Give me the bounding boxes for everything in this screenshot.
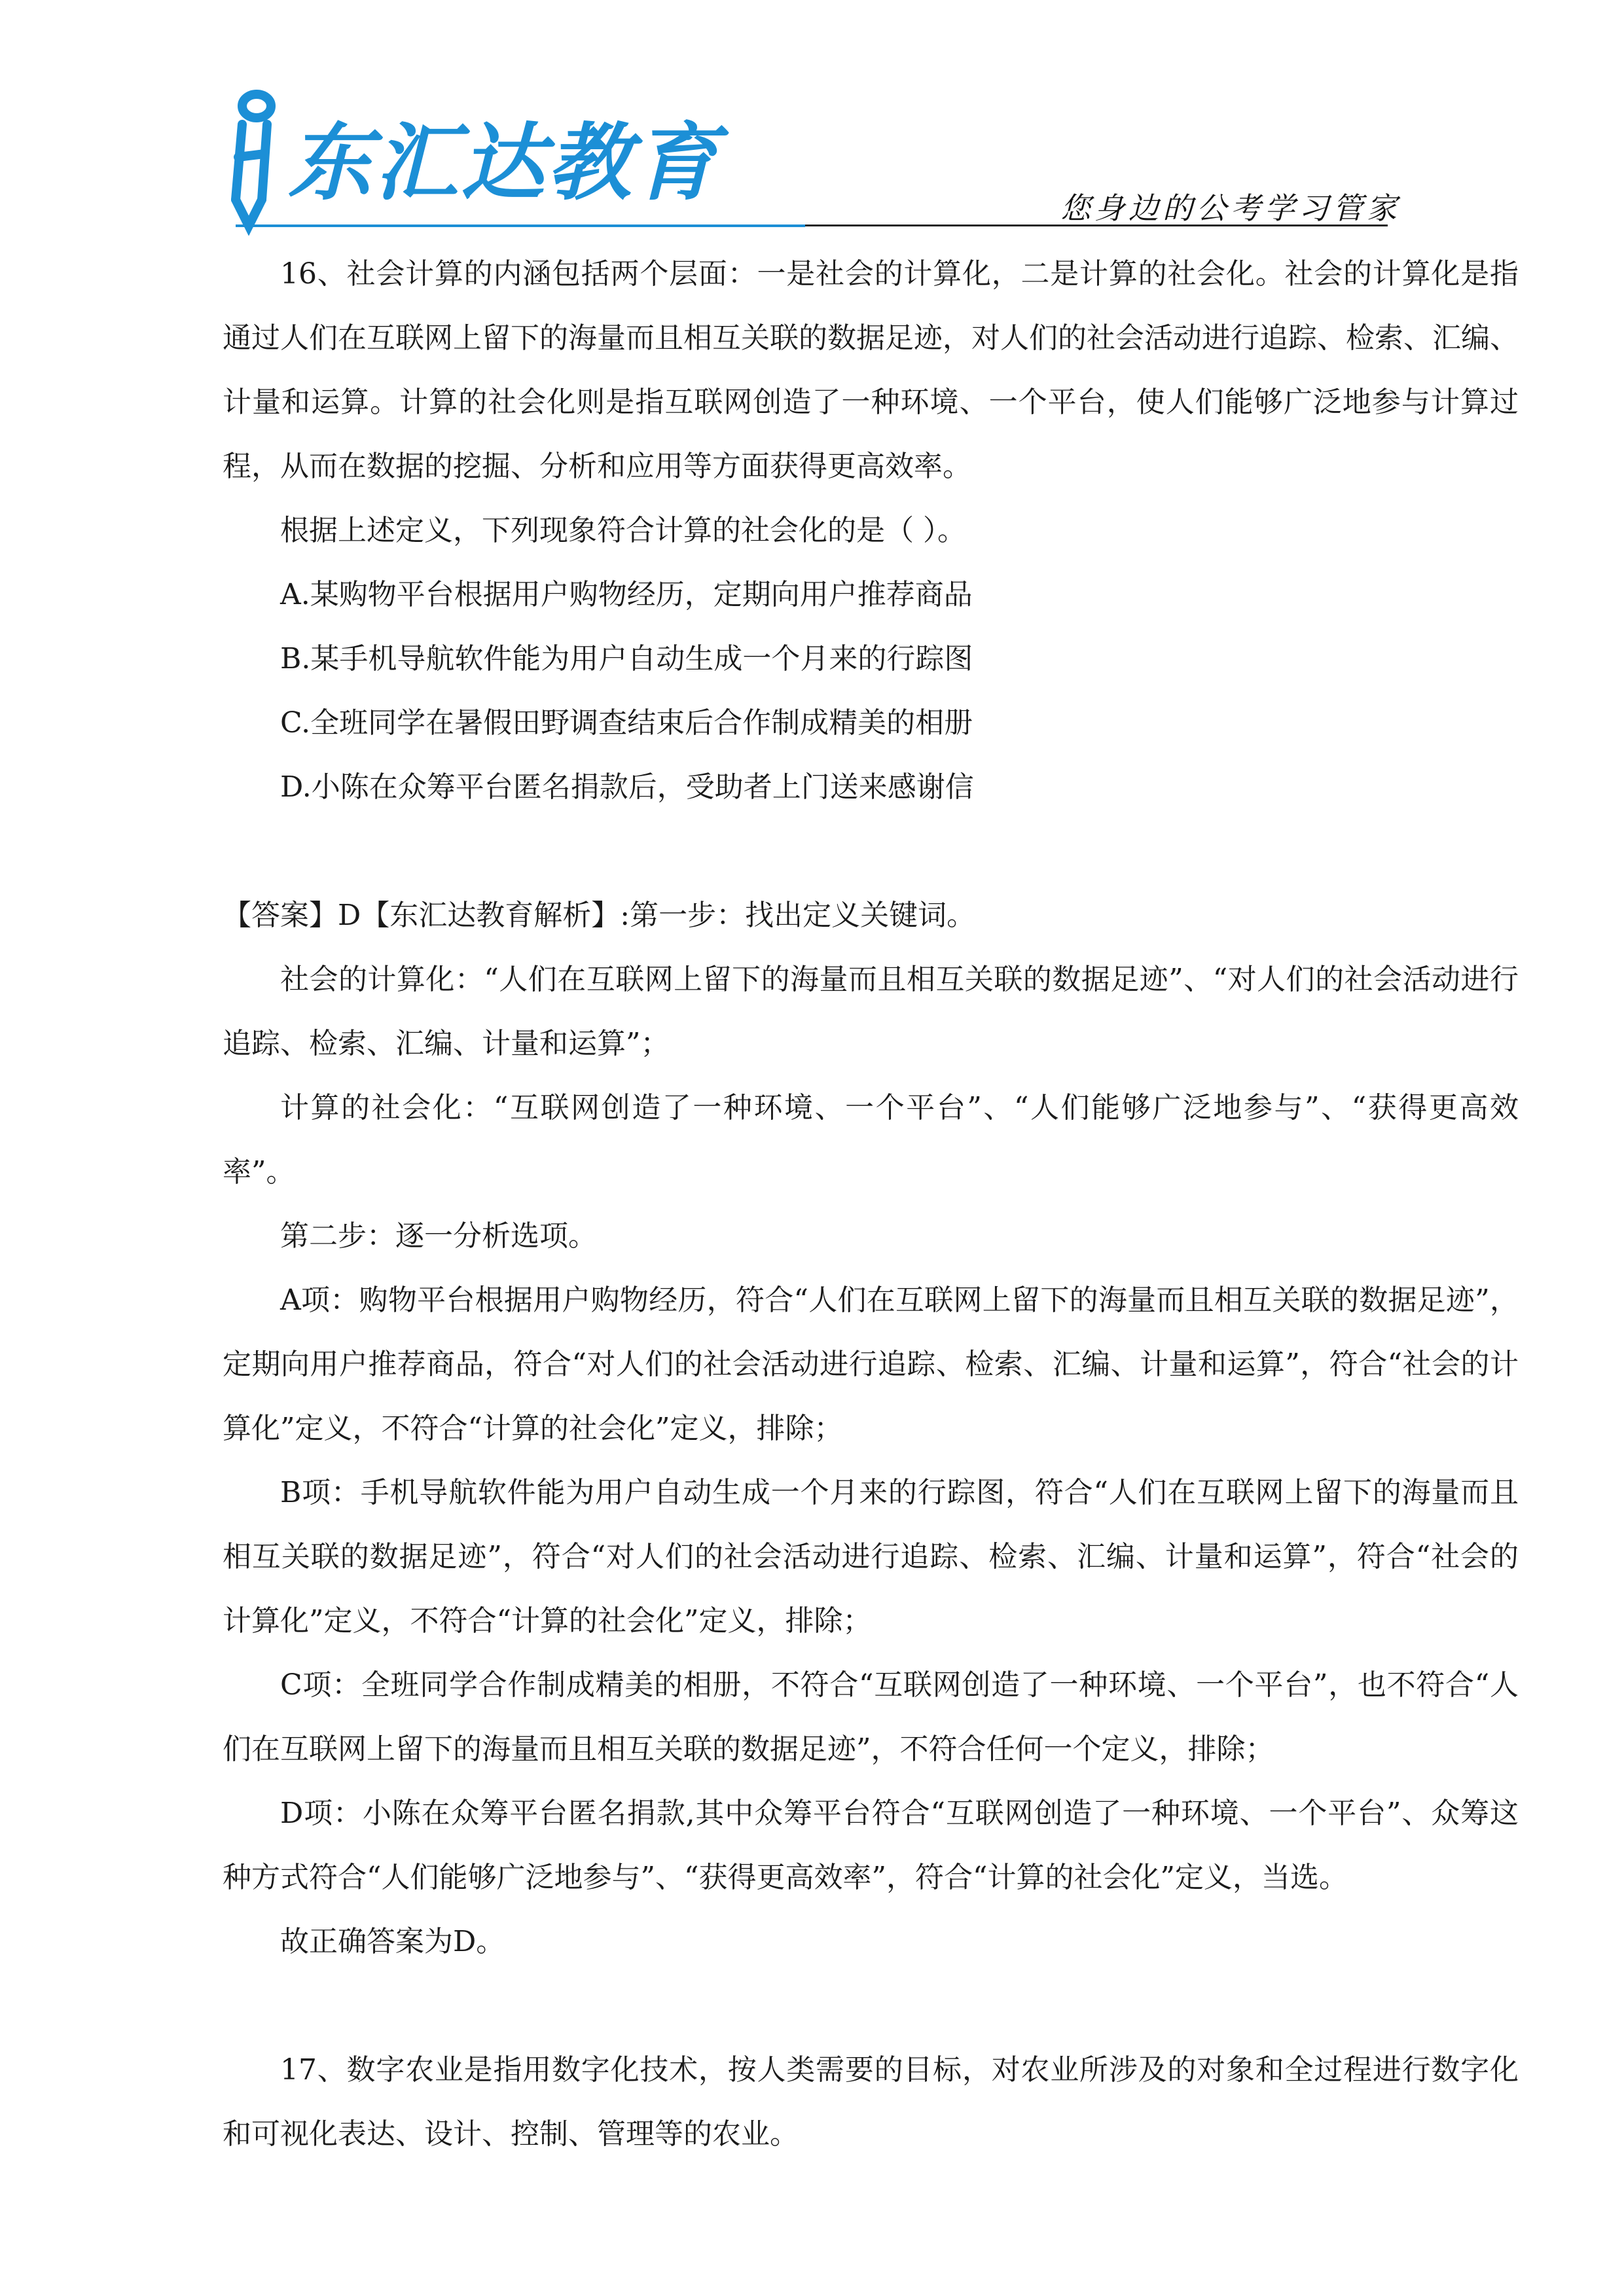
analysis-keywords-2: 计算的社会化：“互联网创造了一种环境、一个平台”、“人们能够广泛地参与”、“获得更高效率”。: [223, 1091, 1519, 1189]
document-body: [223, 242, 1519, 2166]
spacer: [223, 819, 1519, 884]
analysis-option-c: C项：全班同学合作制成精美的相册，不符合“互联网创造了一种环境、一个平台”，也不符合“人们在互联网上留下的海量而且相互关联的数据足迹”，不符合任何一个定义，排除；: [223, 1668, 1519, 1766]
analysis-conclusion: 故正确答案为D。: [280, 1925, 505, 1958]
q17-stem: 17、数字农业是指用数字化技术，按人类需要的目标，对农业所涉及的对象和全过程进行数字化和可视化表达、设计、控制、管理等的农业。: [223, 2053, 1519, 2151]
brand-logo-text: 东汇达教育: [288, 115, 721, 212]
analysis-keywords-1: 社会的计算化：“人们在互联网上留下的海量而且相互关联的数据足迹”、“对人们的社会活动进行追踪、检索、汇编、计量和运算”；: [223, 963, 1519, 1060]
q16-option-a: A.某购物平台根据用户购物经历，定期向用户推荐商品: [280, 578, 973, 611]
q16-question: 根据上述定义，下列现象符合计算的社会化的是（ ）。: [280, 514, 966, 547]
analysis-option-b: B项：手机导航软件能为用户自动生成一个月来的行踪图，符合“人们在互联网上留下的海量而且相互关联的数据足迹”，符合“对人们的社会活动进行追踪、检索、汇编、计量和运算”，符合“社会的计算化”定义，不符合“计算的社会化”定义，排除；: [223, 1476, 1519, 1638]
q16-option-c: C.全班同学在暑假田野调查结束后合作制成精美的相册: [280, 706, 973, 740]
analysis-option-a: A项：购物平台根据用户购物经历，符合“人们在互联网上留下的海量而且相互关联的数据足迹”，定期向用户推荐商品，符合“对人们的社会活动进行追踪、检索、汇编、计量和运算”，符合“社会的计算化”定义，不符合“计算的社会化”定义，排除；: [223, 1283, 1519, 1445]
analysis-step-2: 第二步：逐一分析选项。: [280, 1219, 597, 1253]
pencil-logo-icon: [216, 85, 295, 236]
page-header: [0, 0, 1624, 236]
q16-option-d: D.小陈在众筹平台匿名捐款后，受助者上门送来感谢信: [280, 770, 974, 804]
brand-tagline: 您身边的公考学习管家: [1060, 190, 1401, 226]
header-divider-accent: [236, 224, 805, 227]
q16-option-b: B.某手机导航软件能为用户自动生成一个月来的行踪图: [280, 642, 973, 675]
spacer: [223, 1974, 1519, 2038]
q16-stem: 16、社会计算的内涵包括两个层面：一是社会的计算化，二是计算的社会化。社会的计算化是指通过人们在互联网上留下的海量而且相互关联的数据足迹，对人们的社会活动进行追踪、检索、汇编、计量和运算。计算的社会化则是指互联网创造了一种环境、一个平台，使人们能够广泛地参与计算过程，从而在数据的挖掘、分析和应用等方面获得更高效率。: [223, 257, 1519, 483]
analysis-option-d: D项：小陈在众筹平台匿名捐款,其中众筹平台符合“互联网创造了一种环境、一个平台”、众筹这种方式符合“人们能够广泛地参与”、“获得更高效率”，符合“计算的社会化”定义，当选。: [223, 1797, 1519, 1894]
answer-line: 【答案】D【东汇达教育解析】:第一步：找出定义关键词。: [223, 899, 976, 932]
